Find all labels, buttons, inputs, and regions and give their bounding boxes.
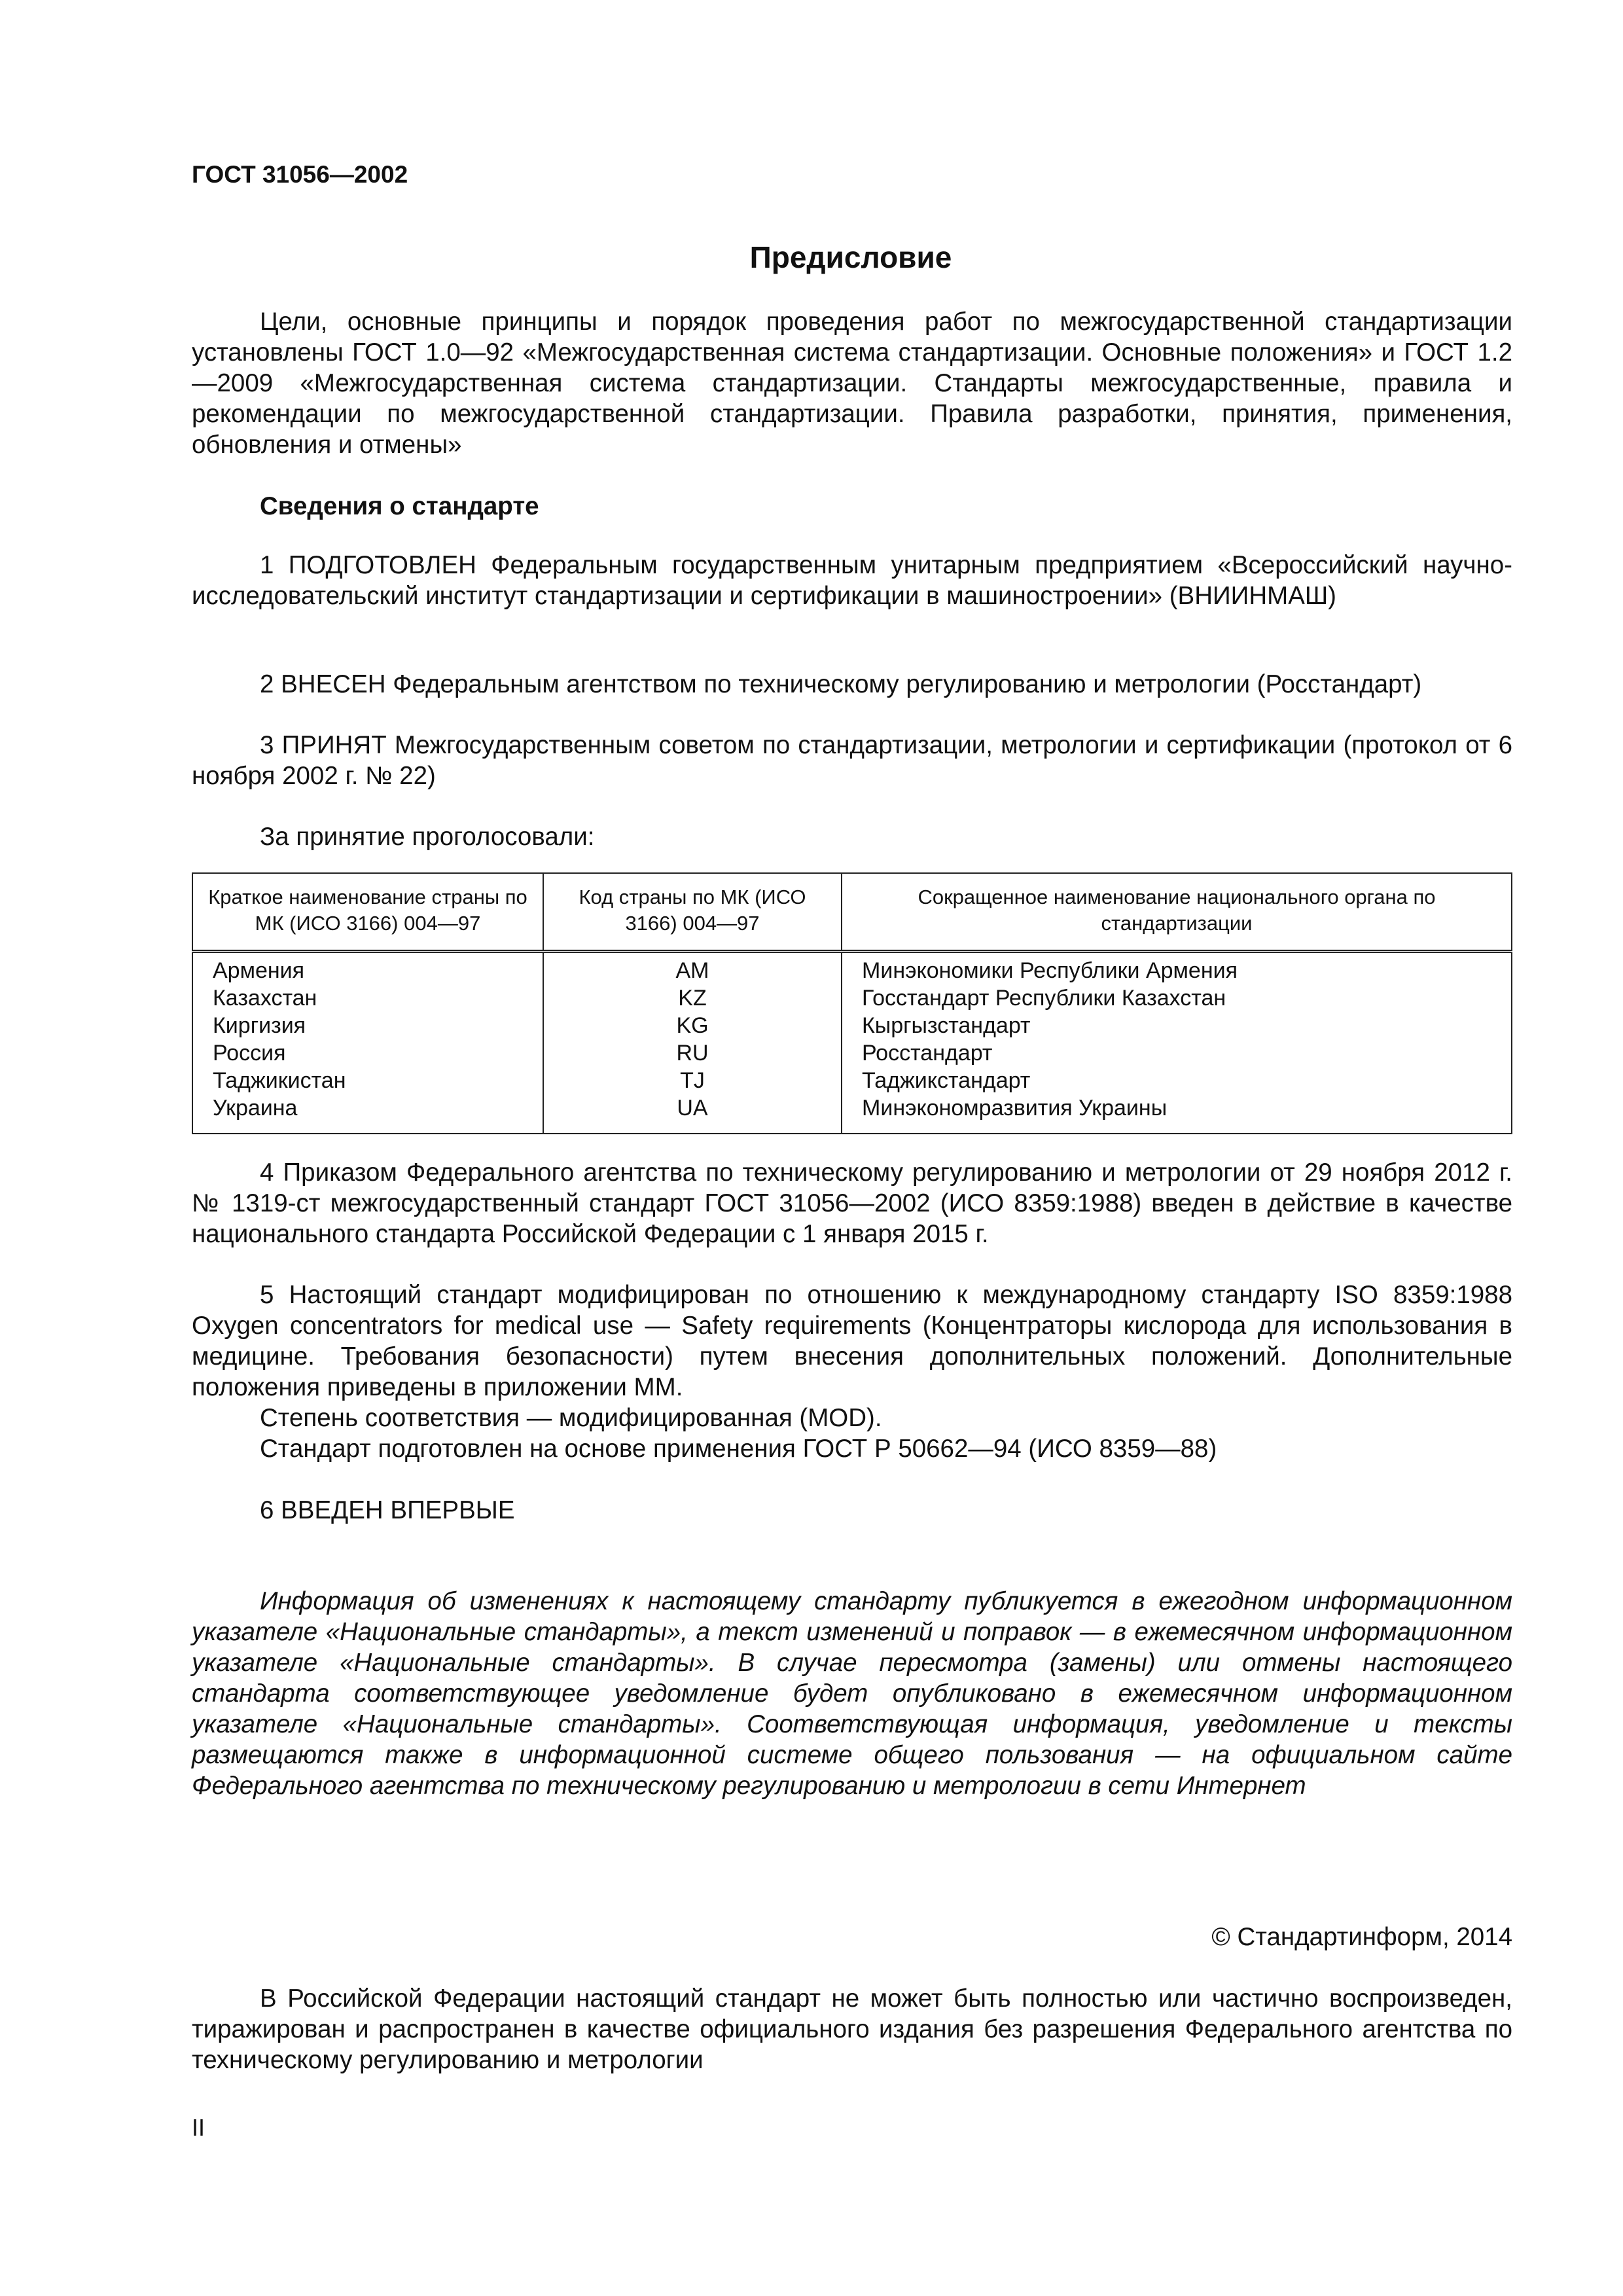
country-cell: Таджикистан xyxy=(213,1068,346,1093)
item-6-paragraph: 6 ВВЕДЕН ВПЕРВЫЕ xyxy=(260,1496,515,1524)
code-cell: AM xyxy=(675,958,709,983)
item-5-basis: Стандарт подготовлен на основе применения ГОСТ Р 50662—94 (ИСО 8359—88) xyxy=(260,1435,1217,1463)
intro-paragraph: Цели, основные принципы и порядок проведения работ по межгосударственной стандартизации установлены ГОСТ 1.0—92 «Межгосударственная система стандартизации. Основные положения» и ГОСТ 1.2—2009 «Межгосударственная система стандартизации. Стандарты межгосударственные, правила и рекомендации по межгосударственной стандартизации. Правила разработки, принятия, применения, обновления и отмены» xyxy=(192,308,1512,459)
body-cell: Минэкономики Республики Армения xyxy=(862,958,1238,983)
code-column xyxy=(543,952,842,1134)
item-5-paragraph: 5 Настоящий стандарт модифицирован по отношению к международному стандарту ISO 8359:1988 Oxygen concentrators for medical use — Safety requirements (Концентраторы кислорода для использования в медицине. Требования безопасности) путем внесения дополнительных положений. Дополнительные положения приведены в приложении ММ. xyxy=(192,1281,1512,1401)
page-title: Предисловие xyxy=(749,240,952,274)
code-cell: KG xyxy=(676,1013,709,1038)
table-header-code: Код страны по МК (ИСО 3166) 004—97 xyxy=(543,873,842,952)
item-5-degree: Степень соответствия — модифицированная (MOD). xyxy=(260,1404,882,1432)
item-3-paragraph: 3 ПРИНЯТ Межгосударственным советом по стандартизации, метрологии и сертификации (протокол от 6 ноября 2002 г. № 22) xyxy=(192,731,1512,790)
code-cell: RU xyxy=(676,1041,709,1066)
voted-label: За принятие проголосовали: xyxy=(260,823,595,851)
country-cell: Украина xyxy=(213,1096,298,1121)
table-header-country: Краткое наименование страны по МК (ИСО 3166) 004—97 xyxy=(192,873,543,952)
table-header-row xyxy=(192,873,1512,952)
country-cell: Армения xyxy=(213,958,305,983)
body-cell: Таджикстандарт xyxy=(862,1068,1031,1093)
table-header-body: Сокращенное наименование национального органа по стандартизации xyxy=(842,873,1512,952)
body-cell: Росстандарт xyxy=(862,1041,993,1066)
code-cell: UA xyxy=(677,1096,708,1121)
country-column xyxy=(192,952,543,1134)
item-1-paragraph: 1 ПОДГОТОВЛЕН Федеральным государственным унитарным предприятием «Всероссийский научно-исследовательский институт стандартизации и сертификации в машиностроении» (ВНИИНМАШ) xyxy=(192,551,1512,610)
body-column xyxy=(842,952,1512,1134)
code-cell: KZ xyxy=(678,986,707,1011)
body-cell: Кыргызстандарт xyxy=(862,1013,1031,1038)
item-2-paragraph: 2 ВНЕСЕН Федеральным агентством по техническому регулированию и метрологии (Росстандарт) xyxy=(260,670,1422,698)
code-cell: TJ xyxy=(680,1068,705,1093)
body-cell: Минэкономразвития Украины xyxy=(862,1096,1168,1121)
country-cell: Киргизия xyxy=(213,1013,306,1038)
country-cell: Россия xyxy=(213,1041,286,1066)
changes-info-notice: Информация об изменениях к настоящему стандарту публикуется в ежегодном информационном указателе «Национальные стандарты», а текст изменений и поправок — в ежемесячном информационном указателе «Национальные стандарты». В случае пересмотра (замены) или отмены настоящего стандарта соответствующее уведомление будет опубликовано в ежемесячном информационном указателе «Национальные стандарты». Соответствующая информация, уведомление и тексты размещаются также в информационной системе общего пользования — на официальном сайте Федерального агентства по техническому регулированию и метрологии в сети Интернет xyxy=(192,1587,1512,1800)
country-cell: Казахстан xyxy=(213,986,317,1011)
item-4-paragraph: 4 Приказом Федерального агентства по техническому регулированию и метрологии от 29 ноября 2012 г. № 1319-ст межгосударственный стандарт ГОСТ 31056—2002 (ИСО 8359:1988) введен в действие в качестве национального стандарта Российской Федерации с 1 января 2015 г. xyxy=(192,1158,1512,1248)
voting-table xyxy=(192,872,1512,1134)
page-number: II xyxy=(192,2114,205,2141)
section-title: Сведения о стандарте xyxy=(260,492,539,520)
table-row xyxy=(192,952,1512,1134)
body-cell: Госстандарт Республики Казахстан xyxy=(862,986,1226,1011)
reproduction-notice: В Российской Федерации настоящий стандарт не может быть полностью или частично воспроизведен, тиражирован и распространен в качестве официального издания без разрешения Федерального агентства по техническому регулированию и метрологии xyxy=(192,1984,1512,2074)
document-code: ГОСТ 31056—2002 xyxy=(192,161,408,188)
copyright-line: © Стандартинформ, 2014 xyxy=(1211,1923,1512,1951)
